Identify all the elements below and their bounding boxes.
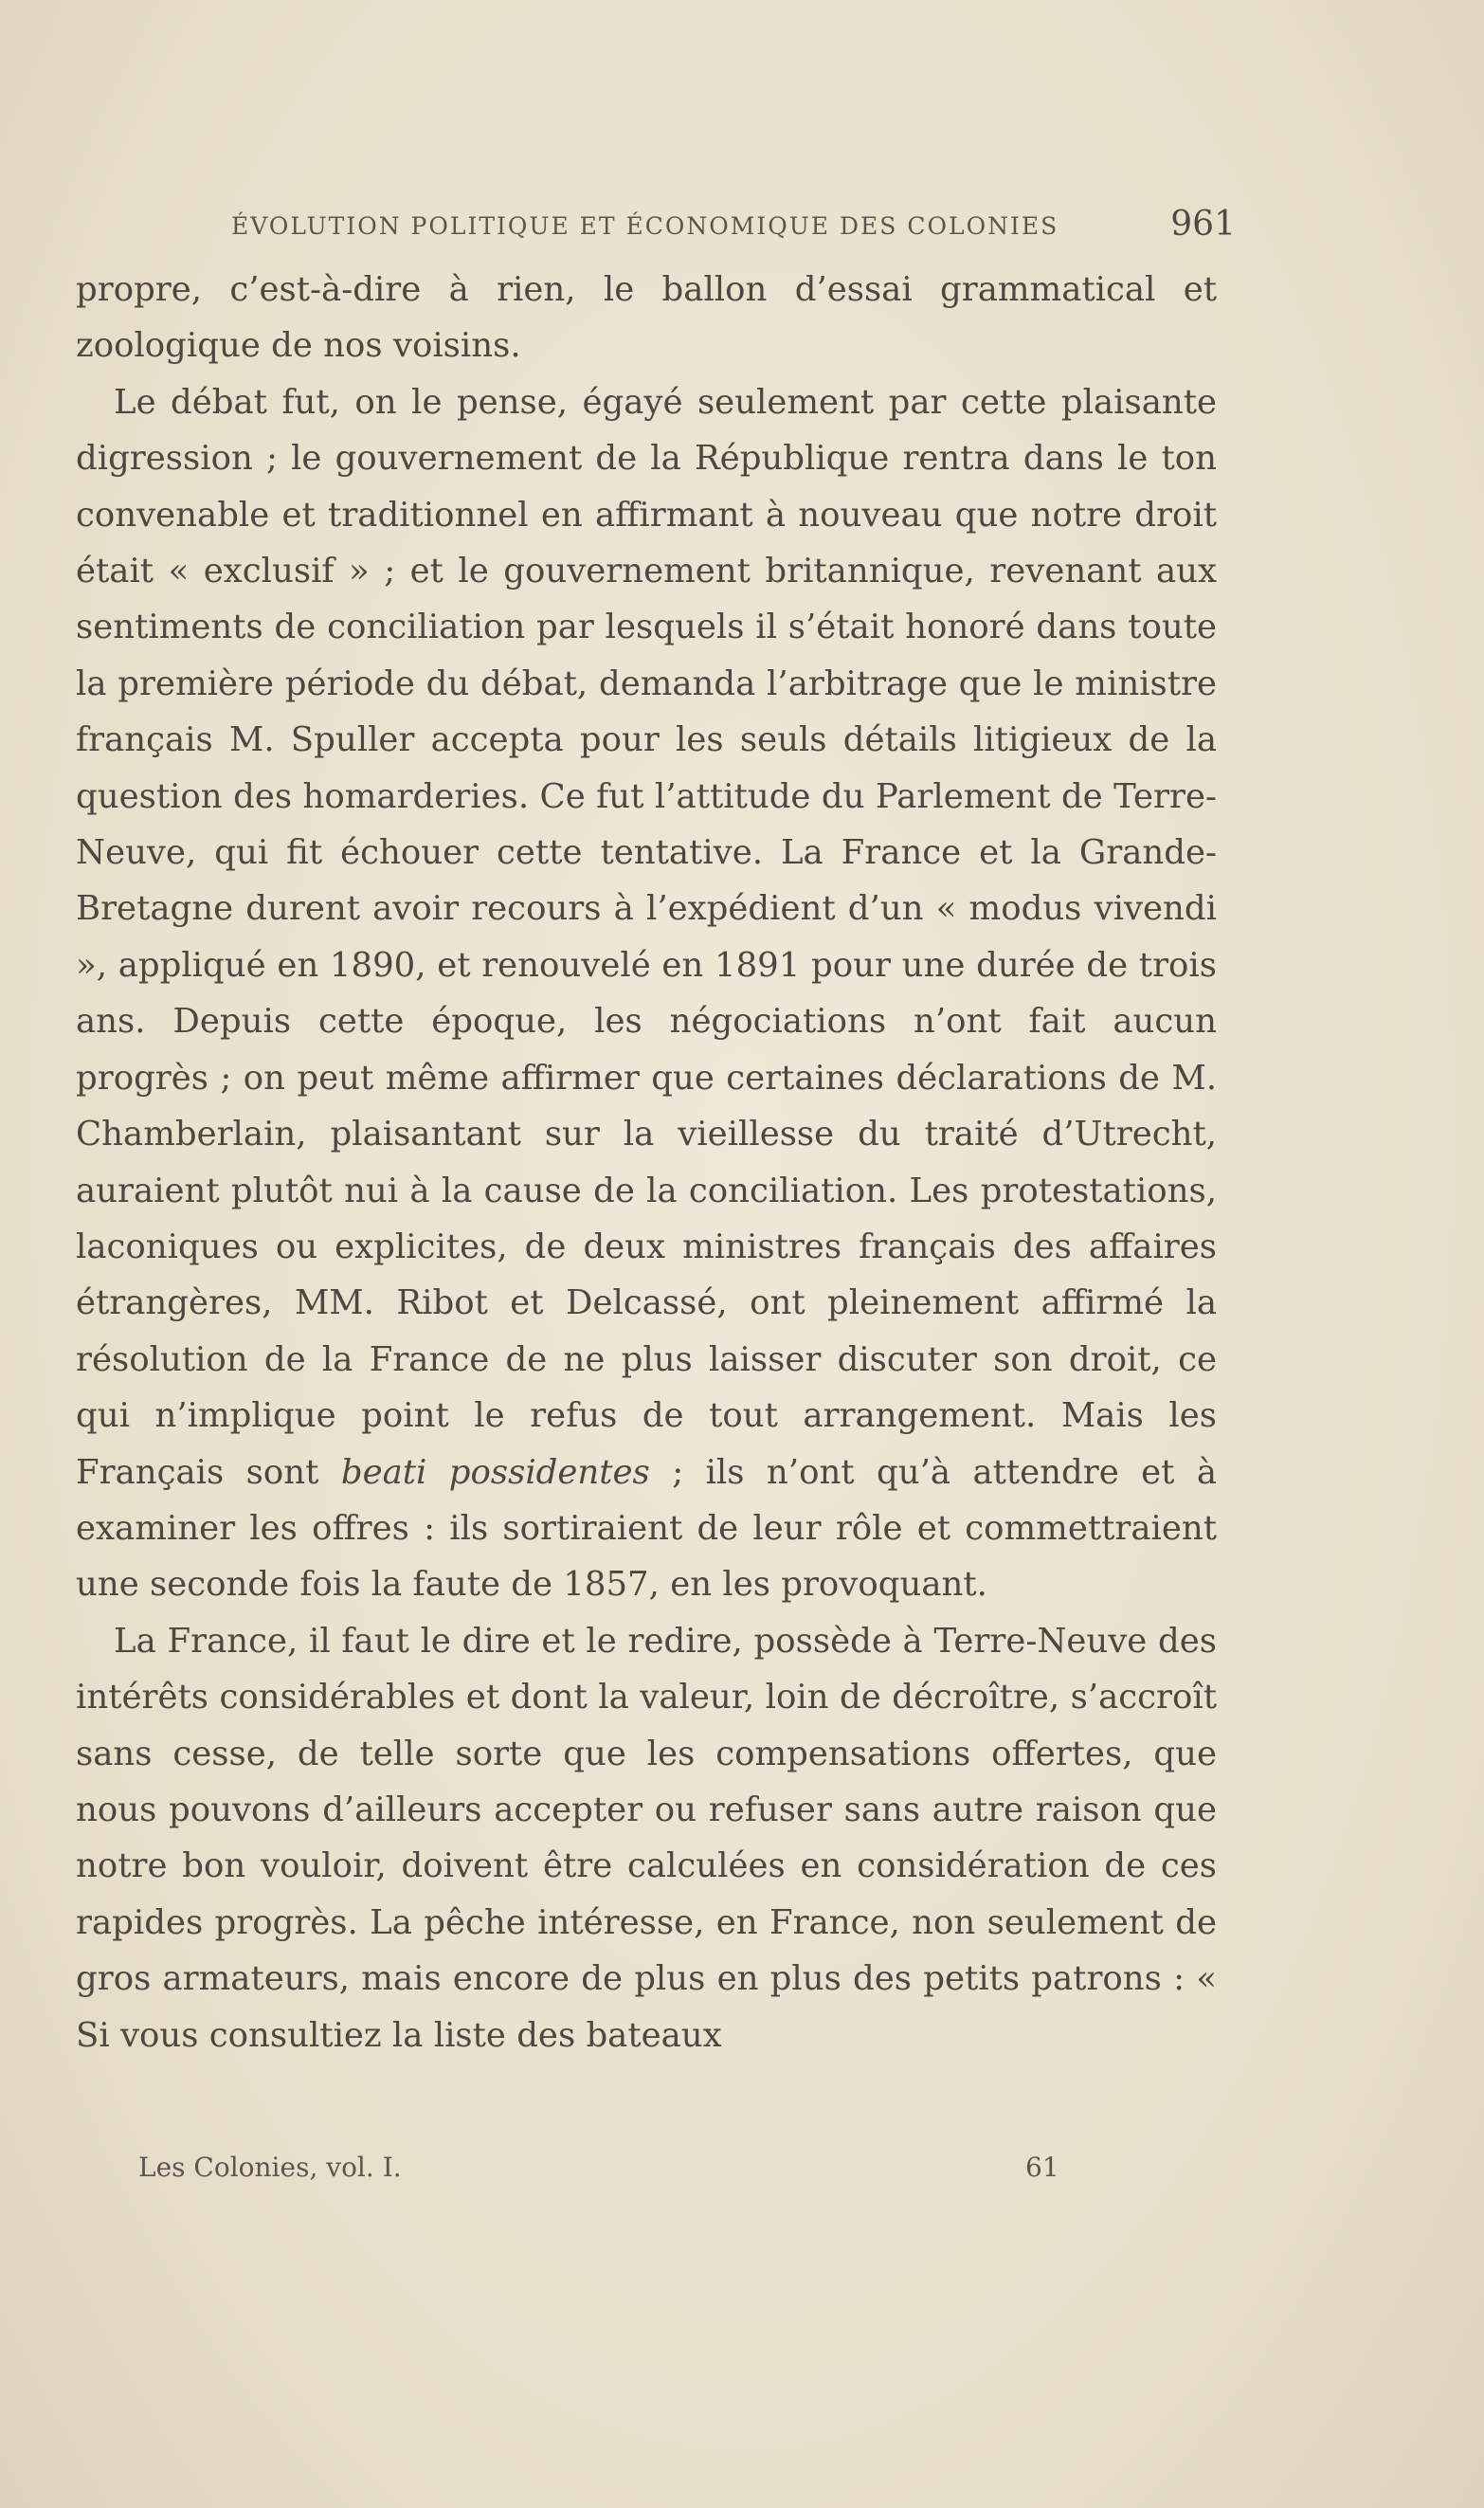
- footer-source: Les Colonies, vol. I.: [138, 2152, 402, 2183]
- body-text: [76, 262, 1217, 2063]
- paragraph-2: [76, 374, 1217, 1613]
- signature-mark: 61: [1025, 2152, 1059, 2183]
- paragraph-2-text: Le débat fut, on le pense, égayé seulement par cette plaisante digression ; le gouvernement de la République rentra dans le ton convenable et traditionnel en affirmant à nouveau que notre droit était « exclusif » ; et le gouvernement britannique, revenant aux sentiments de conciliation par lesquels il s’était honoré dans toute la première période du débat, demanda l’arbitrage que le ministre français M. Spuller accepta pour les seuls détails litigieux de la question des homarderies. Ce fut l’attitude du Parlement de Terre-Neuve, qui fit échouer cette tentative. La France et la Grande-Bretagne durent avoir recours à l’expédient d’un « modus vivendi », appliqué en 1890, et renouvelé en 1891 pour une durée de trois ans. Depuis cette époque, les négociations n’ont fait aucun progrès ; on peut même affirmer que certaines déclarations de M. Chamberlain, plaisantant sur la vieillesse du traité d’Utrecht, auraient plutôt nui à la cause de la conciliation. Les protestations, laconiques ou explicites, de deux ministres français des affaires étrangères, MM. Ribot et Delcassé, ont pleinement affirmé la résolution de la France de ne plus laisser discuter son droit, ce qui n’implique point le refus de tout arrangement. Mais les Français sont: [76, 382, 1217, 1492]
- page-number: 961: [1170, 205, 1236, 244]
- running-title: ÉVOLUTION POLITIQUE ET ÉCONOMIQUE DES COLONIES: [231, 212, 1059, 240]
- paragraph-1: propre, c’est-à-dire à rien, le ballon d’essai grammatical et zoologique de nos voisins.: [76, 270, 1217, 366]
- paragraph-3: La France, il faut le dire et le redire, possède à Terre-Neuve des intérêts considérables et dont la valeur, loin de décroître, s’accroît sans cesse, de telle sorte que les compensations offertes, que nous pouvons d’ailleurs accepter ou refuser sans autre raison que notre bon vouloir, doivent être calculées en considération de ces rapides progrès. La pêche intéresse, en France, non seulement de gros armateurs, mais encore de plus en plus des petits patrons : « Si vous consultiez la liste des bateaux: [76, 1621, 1217, 2055]
- italic-phrase: beati possidentes: [340, 1452, 650, 1492]
- paragraph-2-end: ; ils n’ont qu’à attendre et à examiner les offres : ils sortiraient de leur rôle et commettraient une seconde fois la faute de 1857, en les provoquant.: [76, 1452, 1218, 1605]
- page-footer: [138, 2152, 1059, 2193]
- running-header: [231, 205, 1236, 243]
